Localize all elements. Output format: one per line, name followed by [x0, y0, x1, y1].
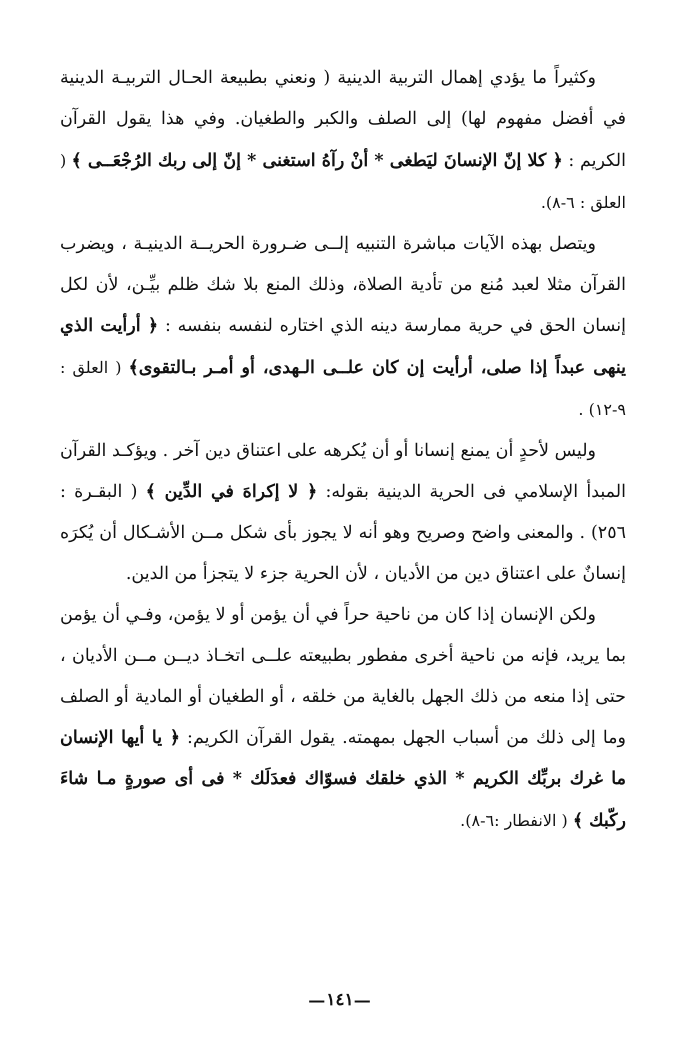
paragraph-3: [60, 431, 626, 595]
paragraph-3-continuation: ( البقـرة : ٢٥٦) . والمعنى واضح وصريح وهو أنه لا يجوز بأى شكل مــن الأشـكال أن يُكرَه إنسانٌ على اعتناق دين من الأديان ، لأن الحرية جزء لا يتجزأ من الدين.: [60, 482, 626, 584]
page-number-dash-left: —: [353, 990, 372, 1011]
paragraph-1-verse: ﴿ كلا إنّ الإنسانَ ليَطغى * أنْ رآهُ استغنى * إنّ إلى ربك الرُجْعَــى ﴾: [71, 151, 563, 171]
paragraph-3-verse: ﴿ لا إكراهَ في الدِّين ﴾: [145, 482, 318, 502]
paragraph-2-text: ويتصل بهذه الآيات مباشرة التنبيه إلــى ضـرورة الحريــة الدينيـة ، ويضرب القرآن مثلا لعبد مُنع من تأدية الصلاة، وذلك المنع بلا شك ظلم بيِّـن، لأن لكل إنسان الحق في حرية ممارسة دينه الذي اختاره لنفسه بنفسه :: [60, 234, 626, 336]
page-number: [0, 990, 680, 1011]
paragraph-4: [60, 595, 626, 842]
paragraph-1-reference: ( العلق : ٦-٨).: [60, 151, 626, 212]
page-number-dash-right: —: [308, 990, 327, 1011]
paragraph-1-text: وكثيراً ما يؤدي إهمال التربية الدينية ( ونعني بطبيعة الحـال التربيـة الدينية في أفضل مفهوم لها) إلى الصلف والكبر والطغيان. وفي هذا يقول القرآن الكريم :: [60, 68, 626, 171]
paragraph-4-reference: ( الانفطار :٦-٨).: [460, 811, 573, 830]
paragraph-2-verse: ﴿ أرأيت الذي ينهى عبداً إذا صلى، أرأيت إن كان علــى الـهدى، أو أمـر بـالتقوى﴾: [60, 316, 626, 378]
paragraph-2-reference: ( العلق : ٩-١٢) .: [60, 358, 626, 419]
body-text: [60, 58, 626, 842]
paragraph-1: [60, 58, 626, 224]
page-number-value: ١٤١: [326, 990, 354, 1010]
paragraph-4-text: ولكن الإنسان إذا كان من ناحية حراً في أن يؤمن أو لا يؤمن، وفـي أن يؤمن بما يريد، فإنه من ناحية أخرى مفطور بطبيعته علــى اتخـاذ ديــن مــن الأديان ، حتى إذا منعه من ذلك الجهل بالغاية من خلقه ، أو الطغيان أو المادية أو الصلف وما إلى ذلك من أسباب الجهل بمهمته. يقول القرآن الكريم:: [60, 605, 626, 748]
paragraph-3-text: وليس لأحدٍ أن يمنع إنسانا أو أن يُكرهه على اعتناق دين آخر . ويؤكـد القرآن المبدأ الإسلامي فى الحرية الدينية بقوله:: [60, 441, 626, 502]
paragraph-2: [60, 224, 626, 431]
paragraph-4-verse: ﴿ يا أيها الإنسان ما غرك بربِّك الكريم * الذي خلقك فسوّاك فعدَلَك * فى أى صورةٍ مـا شاءَ ركّبك ﴾: [60, 728, 626, 831]
